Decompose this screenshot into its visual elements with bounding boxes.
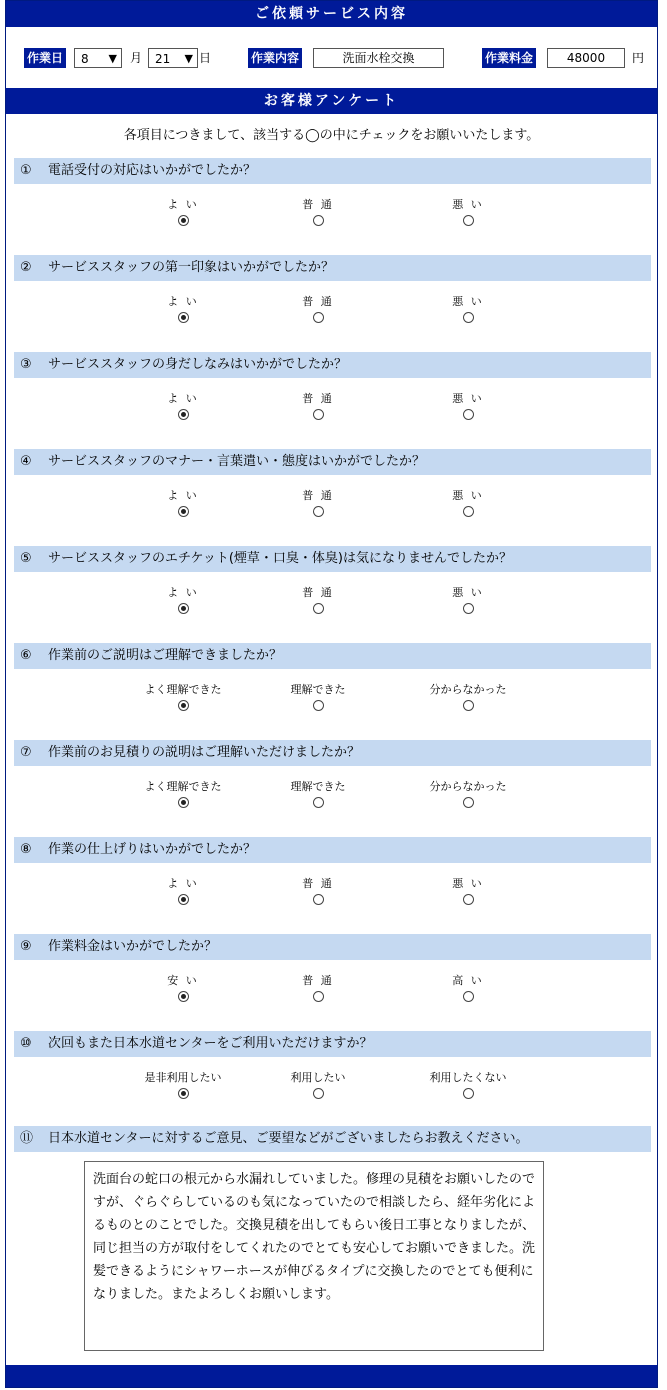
radio-option[interactable] [413, 392, 523, 423]
radio-unchecked-icon[interactable] [313, 215, 324, 226]
option-label: 是非利用したい [144, 1071, 222, 1084]
survey-section-title: お客様アンケート [6, 88, 657, 114]
question-number: ④ [20, 454, 32, 469]
option-label: よ い [167, 392, 199, 405]
radio-option[interactable] [413, 198, 523, 229]
option-label: よ い [167, 877, 199, 890]
request-section-title: ご依頼サービス内容 [6, 1, 657, 27]
question-bar [14, 449, 651, 475]
question-text: 作業の仕上げりはいかがでしたか？ [48, 842, 257, 857]
question-number: ⑧ [20, 842, 32, 857]
radio-unchecked-icon[interactable] [313, 797, 324, 808]
option-label: 普 通 [302, 295, 334, 308]
question-bar [14, 934, 651, 960]
month-unit: 月 [130, 51, 143, 65]
radio-option[interactable] [128, 877, 238, 908]
radio-checked-icon[interactable] [178, 506, 189, 517]
question-number: ⑥ [20, 648, 32, 663]
option-label: よく理解できた [144, 683, 222, 696]
radio-checked-icon[interactable] [178, 312, 189, 323]
radio-option[interactable] [413, 683, 523, 714]
radio-unchecked-icon[interactable] [463, 215, 474, 226]
radio-option[interactable] [128, 198, 238, 229]
question-bar [14, 546, 651, 572]
radio-unchecked-icon[interactable] [313, 603, 324, 614]
radio-option[interactable] [263, 392, 373, 423]
radio-option[interactable] [413, 586, 523, 617]
question-bar [14, 158, 651, 184]
radio-option[interactable] [263, 683, 373, 714]
radio-option[interactable] [263, 198, 373, 229]
option-label: 理解できた [290, 780, 346, 793]
option-label: 悪 い [452, 877, 484, 890]
option-label: よ い [167, 489, 199, 502]
radio-unchecked-icon[interactable] [463, 506, 474, 517]
radio-option[interactable] [263, 780, 373, 811]
option-label: よ い [167, 198, 199, 211]
question-number: ⑪ [20, 1131, 34, 1146]
radio-option[interactable] [128, 586, 238, 617]
option-label: よ い [167, 586, 199, 599]
option-label: 悪 い [452, 198, 484, 211]
radio-option[interactable] [128, 974, 238, 1005]
radio-unchecked-icon[interactable] [463, 797, 474, 808]
option-label: 悪 い [452, 295, 484, 308]
option-label: 普 通 [302, 974, 334, 987]
radio-option[interactable] [263, 877, 373, 908]
radio-unchecked-icon[interactable] [463, 1088, 474, 1099]
question-text: 電話受付の対応はいかがでしたか？ [48, 163, 257, 178]
question-number: ① [20, 163, 32, 178]
radio-option[interactable] [128, 1071, 238, 1102]
question-number: ⑦ [20, 745, 32, 760]
radio-option[interactable] [128, 295, 238, 326]
radio-unchecked-icon[interactable] [463, 700, 474, 711]
chevron-down-icon: ▼ [108, 52, 117, 65]
radio-unchecked-icon[interactable] [313, 312, 324, 323]
footer-bar [6, 1365, 657, 1387]
question-bar [14, 352, 651, 378]
radio-checked-icon[interactable] [178, 409, 189, 420]
question-number: ⑩ [20, 1036, 32, 1051]
question-bar [14, 1031, 651, 1057]
radio-unchecked-icon[interactable] [313, 409, 324, 420]
work-fee-label: 作業料金 [482, 48, 536, 68]
radio-option[interactable] [413, 489, 523, 520]
option-label: よく理解できた [144, 780, 222, 793]
question-bar [14, 837, 651, 863]
work-date-label: 作業日 [24, 48, 66, 68]
option-label: 悪 い [452, 586, 484, 599]
radio-option[interactable] [128, 683, 238, 714]
radio-unchecked-icon[interactable] [463, 991, 474, 1002]
day-unit: 日 [199, 51, 212, 65]
radio-checked-icon[interactable] [178, 797, 189, 808]
radio-option[interactable] [413, 1071, 523, 1102]
question-number: ③ [20, 357, 32, 372]
day-value: 21 [155, 52, 171, 66]
radio-option[interactable] [413, 295, 523, 326]
month-select[interactable] [74, 48, 122, 68]
radio-checked-icon[interactable] [178, 1088, 189, 1099]
radio-option[interactable] [263, 295, 373, 326]
comment-question-bar [14, 1126, 651, 1152]
radio-unchecked-icon[interactable] [313, 700, 324, 711]
question-text: 作業前のお見積りの説明はご理解いただけましたか？ [48, 745, 361, 760]
radio-unchecked-icon[interactable] [313, 894, 324, 905]
question-bar [14, 740, 651, 766]
radio-option[interactable] [128, 392, 238, 423]
radio-unchecked-icon[interactable] [463, 409, 474, 420]
radio-option[interactable] [128, 489, 238, 520]
option-label: 安 い [167, 974, 199, 987]
option-label: 分からなかった [429, 780, 507, 793]
question-number: ⑤ [20, 551, 32, 566]
radio-option[interactable] [263, 974, 373, 1005]
work-content-label: 作業内容 [248, 48, 302, 68]
option-label: 利用したい [290, 1071, 346, 1084]
question-text: 日本水道センターに対するご意見、ご要望などがございましたらお教えください。 [48, 1131, 529, 1146]
option-label: 理解できた [290, 683, 346, 696]
radio-checked-icon[interactable] [178, 215, 189, 226]
question-text: 次回もまた日本水道センターをご利用いただけますか？ [48, 1036, 373, 1051]
radio-checked-icon[interactable] [178, 894, 189, 905]
radio-unchecked-icon[interactable] [313, 1088, 324, 1099]
radio-unchecked-icon[interactable] [463, 312, 474, 323]
survey-instructions: 各項目につきまして、該当する◯の中にチェックをお願いいたします。 [123, 128, 540, 143]
option-label: 悪 い [452, 392, 484, 405]
option-label: 利用したくない [429, 1071, 507, 1084]
question-text: サービススタッフのマナー・言葉遣い・態度はいかがでしたか？ [48, 454, 426, 469]
work-fee-field[interactable]: 48000 [547, 48, 625, 68]
month-value: 8 [81, 52, 89, 66]
question-number: ⑨ [20, 939, 32, 954]
question-text: サービススタッフの第一印象はいかがでしたか？ [48, 260, 335, 275]
option-label: 普 通 [302, 198, 334, 211]
request-details-row [6, 31, 657, 85]
radio-unchecked-icon[interactable] [313, 506, 324, 517]
question-text: サービススタッフの身だしなみはいかがでしたか？ [48, 357, 348, 372]
radio-option[interactable] [413, 780, 523, 811]
comment-textarea[interactable]: 洗面台の蛇口の根元から水漏れしていました。修理の見積をお願いしたのですが、ぐらぐらしているのも気になっていたので相談したら、経年劣化によるものとのことでした。交換見積を出してもらい後日工事となりましたが、同じ担当の方が取付をしてくれたのでとても安心してお願いできました。洗髪できるようにシャワーホースが伸びるタイプに交換したのでとても便利になりました。またよろしくお願いします。 [84, 1161, 544, 1351]
radio-checked-icon[interactable] [178, 700, 189, 711]
question-text: 作業前のご説明はご理解できましたか？ [48, 648, 283, 663]
radio-option[interactable] [263, 1071, 373, 1102]
question-text: 作業料金はいかがでしたか？ [48, 939, 218, 954]
option-label: 分からなかった [429, 683, 507, 696]
option-label: 普 通 [302, 392, 334, 405]
question-number: ② [20, 260, 32, 275]
option-label: 高 い [452, 974, 484, 987]
radio-checked-icon[interactable] [178, 603, 189, 614]
radio-unchecked-icon[interactable] [313, 991, 324, 1002]
radio-unchecked-icon[interactable] [463, 894, 474, 905]
option-label: 普 通 [302, 489, 334, 502]
question-text: サービススタッフのエチケット(煙草・口臭・体臭)は気になりませんでしたか？ [48, 551, 512, 566]
option-label: よ い [167, 295, 199, 308]
survey-form [5, 0, 658, 1388]
radio-unchecked-icon[interactable] [463, 603, 474, 614]
work-content-field[interactable]: 洗面水栓交換 [313, 48, 444, 68]
option-label: 悪 い [452, 489, 484, 502]
radio-option[interactable] [263, 489, 373, 520]
radio-option[interactable] [128, 780, 238, 811]
question-bar [14, 255, 651, 281]
question-bar [14, 643, 651, 669]
radio-option[interactable] [413, 974, 523, 1005]
chevron-down-icon: ▼ [184, 52, 193, 65]
radio-option[interactable] [263, 586, 373, 617]
option-label: 普 通 [302, 586, 334, 599]
fee-unit: 円 [632, 51, 645, 65]
radio-option[interactable] [413, 877, 523, 908]
day-select[interactable] [148, 48, 198, 68]
radio-checked-icon[interactable] [178, 991, 189, 1002]
option-label: 普 通 [302, 877, 334, 890]
